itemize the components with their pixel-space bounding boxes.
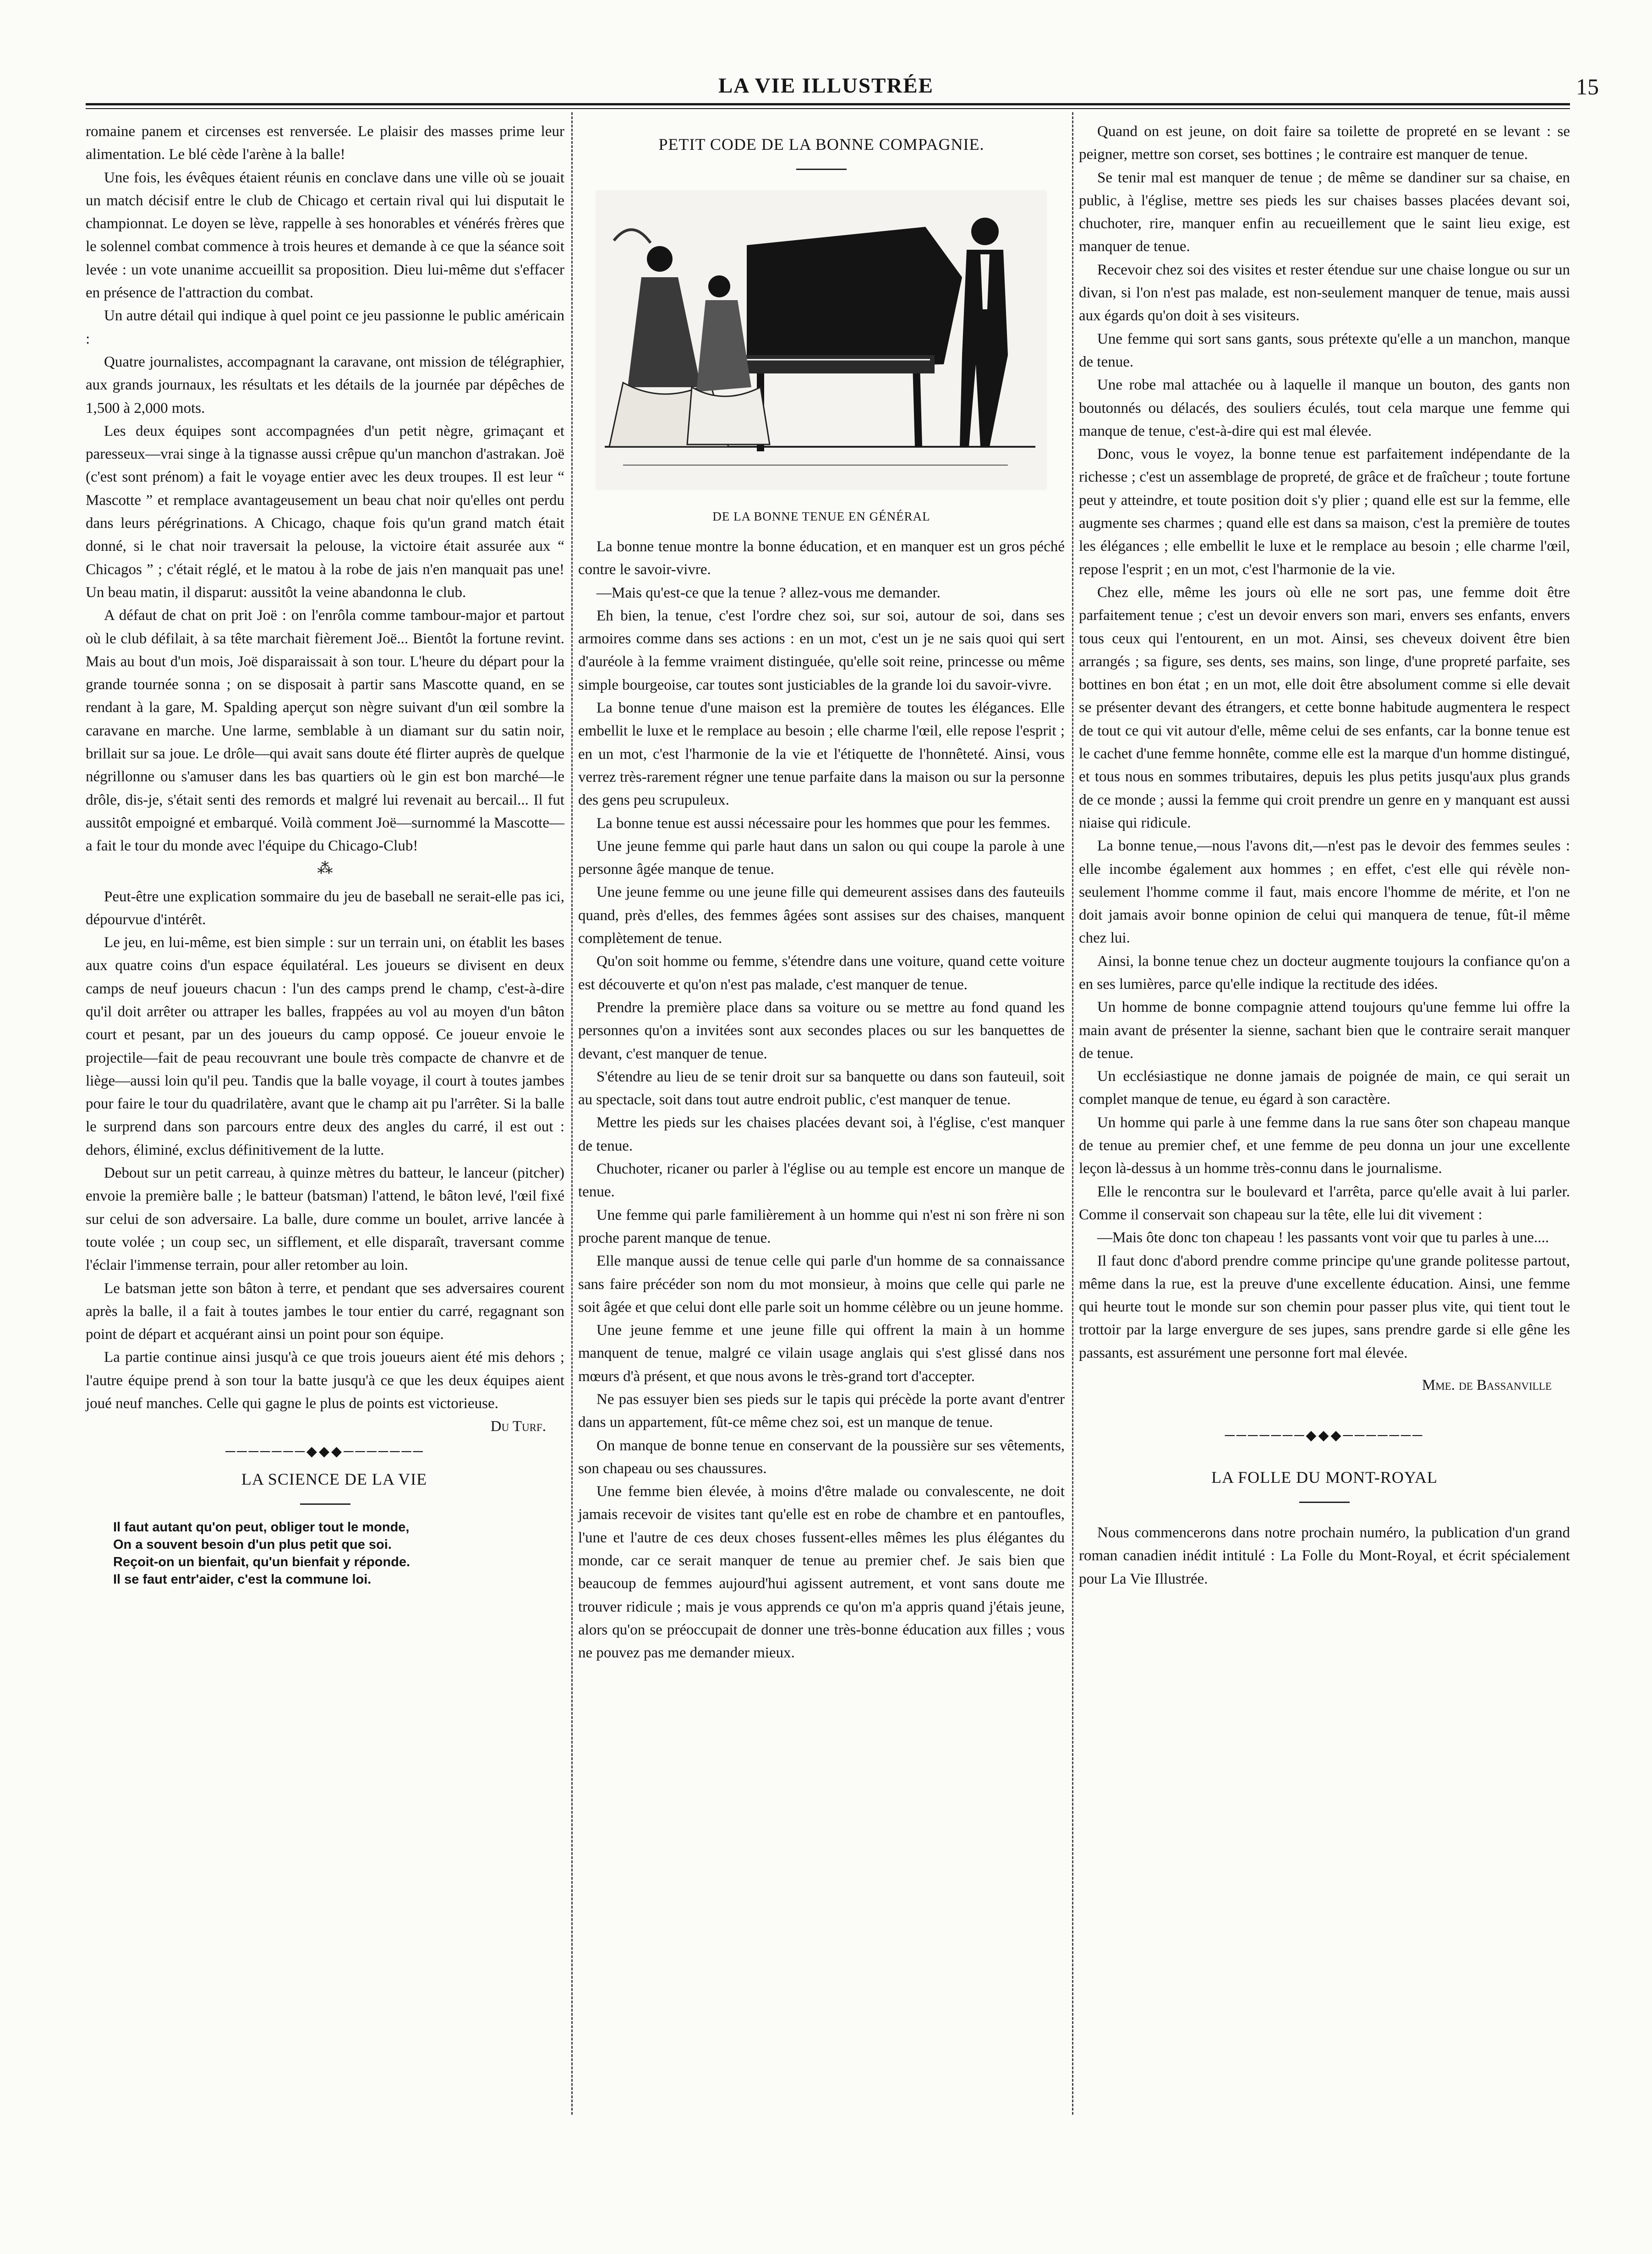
asterism-separator: ⁂ xyxy=(317,860,333,877)
paragraph: Un autre détail qui indique à quel point ce jeu passionne le public américain : xyxy=(86,307,564,347)
poem xyxy=(86,1519,564,1588)
paragraph: romaine panem et circenses est renversée. Le plaisir des masses prime leur alimentation. Le blé cède l'arène à la balle! xyxy=(86,123,564,163)
notice-paragraph: Nous commencerons dans notre prochain numéro, la publication d'un grand roman canadien inédit intitulé : La Folle du Mont-Royal, et écrit spécialement pour La Vie Illustrée. xyxy=(1079,1524,1570,1587)
paragraph: Prendre la première place dans sa voiture ou se mettre au fond quand les personnes qu'on a invitées sont aux secondes places ou sur les banquettes de devant, c'est manquer de tenue. xyxy=(578,999,1065,1062)
paragraph: Une femme bien élevée, à moins d'être malade ou convalescente, ne doit jamais recevoir de visites tant qu'elle est en robe de chambre et en pantoufles, l'une et l'autre de ces deux choses fussent-elles mêmes les plus élégantes du monde, car ce serait manquer de tenue au premier chef. Je sais bien que beaucoup de femmes aujourd'hui agissent autrement, et vont sans doute me trouver ridicule ; mais je vous apprends ce qu'on m'a appris quand j'étais jeune, alors qu'on se préoccupait de donner une très-bonne éducation aux filles ; vous ne pouvez pas me demander mieux. xyxy=(578,1483,1065,1662)
signature: Mme. de Bassanville xyxy=(1422,1377,1552,1394)
poem-line: On a souvent besoin d'un plus petit que soi. xyxy=(113,1537,392,1552)
paragraph: Elle manque aussi de tenue celle qui parle d'un homme de sa connaissance sans faire précéder son nom du mot monsieur, à moins que celle qui parle ne soit âgée et que celui dont elle parle soit un homme célèbre ou un jeune homme. xyxy=(578,1253,1065,1316)
paragraph: La bonne tenue,—nous l'avons dit,—n'est pas le devoir des femmes seules : elle incombe également aux hommes ; en effet, c'est elle qui révèle non-seulement l'homme comme il faut, mais encore l'homme de mérite, et l'on ne doit jamais avoir bonne opinion de celui qui manquera de tenue, fût-il même chez lui. xyxy=(1079,838,1570,947)
masthead-rule-thin xyxy=(86,108,1570,109)
paragraph: Se tenir mal est manquer de tenue ; de même se dandiner sur sa chaise, en public, à l'église, mettre ses pieds les sur chaises basses placées devant soi, chuchoter, rire, manquer enfin au recueillement que le saint lieu exige, est manquer de tenue. xyxy=(1079,169,1570,255)
paragraph: La bonne tenue montre la bonne éducation, et en manquer est un gros péché contre le savoir-vivre. xyxy=(578,538,1065,578)
poem-line: Il faut autant qu'on peut, obliger tout le monde, xyxy=(113,1520,410,1535)
column-3 xyxy=(1079,120,1570,1590)
paragraph: Les deux équipes sont accompagnées d'un petit nègre, grimaçant et paresseux—vrai singe à la tignasse aussi crêpue qu'un manchon d'astrakan. Joë (c'est sont prénom) a fait le voyage entier avec les deux troupes. Il est leur “ Mascotte ” et remplace avantageusement un beau chat noir qu'elles ont perdu dans leurs pérégrinations. A Chicago, chaque fois qu'un grand match était donné, si le chat noir traversait la pelouse, la victoire était assurée aux “ Chicagos ” ; c'était réglé, et le matou à la robe de jais n'en manquait pas une! Un beau matin, il disparut: aussitôt la veine abandonna le club. xyxy=(86,422,564,601)
paragraph: Qu'on soit homme ou femme, s'étendre dans une voiture, quand cette voiture est découverte et qu'on n'est pas malade, c'est manquer de tenue. xyxy=(578,953,1065,993)
column-divider xyxy=(571,112,573,2115)
paragraph: S'étendre au lieu de se tenir droit sur sa banquette ou dans son fauteuil, soit au spectacle, soit dans tout autre endroit public, c'est manquer de tenue. xyxy=(578,1068,1065,1108)
piano-salon-illustration xyxy=(596,190,1047,490)
paragraph: La bonne tenue est aussi nécessaire pour les hommes que pour les femmes. xyxy=(596,815,1050,832)
section-title: LA SCIENCE DE LA VIE xyxy=(241,1470,427,1488)
paragraph: Quatre journalistes, accompagnant la caravane, ont mission de télégraphier, aux grands journaux, les résultats et les détails de la journée par dépêches de 1,500 à 2,000 mots. xyxy=(86,353,564,417)
poem-line: Reçoit-on un bienfait, qu'un bienfait y réponde. xyxy=(113,1555,410,1570)
paragraph: Une femme qui parle familièrement à un homme qui n'est ni son frère ni son proche parent manque de tenue. xyxy=(578,1207,1065,1246)
paragraph: Quand on est jeune, on doit faire sa toilette de propreté en se levant : se peigner, mettre son corset, ses bottines ; le contraire est manquer de tenue. xyxy=(1079,123,1570,163)
paragraph: Une jeune femme qui parle haut dans un salon ou qui coupe la parole à une personne âgée manque de tenue. xyxy=(578,838,1065,878)
paragraph: A défaut de chat on prit Joë : on l'enrôla comme tambour-major et partout où le club défilait, à sa tête marchait fièrement Joë... Bientôt la fortune revint. Mais au bout d'un mois, Joë disparaissait à son tour. L'heure du départ pour la grande tournée sonna ; on se disposait à partir sans Mascotte quand, en se rendant à la gare, M. Spalding aperçut son nègre suivant d'un œil sombre la caravane en marche. Une larme, semblable à un diamant sur du satin noir, brillait sur sa joue. Le drôle—qui avait sans doute été flirter auprès de quelque négrillonne ou s'amuser dans les bas quartiers où le gin est bon marché—le drôle, dis-je, s'était senti des remords et malgré lui revenait au bercail... Il fut aussitôt empoigné et embarqué. Voilà comment Joë—surnommé la Mascotte— a fait le tour du monde avec l'équipe du Chicago-Club! xyxy=(86,607,564,855)
section-title: PETIT CODE DE LA BONNE COMPAGNIE. xyxy=(658,135,985,154)
paragraph: Une jeune femme ou une jeune fille qui demeurent assises dans des fauteuils quand, près d'elles, des femmes âgées sont assises sur des chaises, manquent complètement de tenue. xyxy=(578,884,1065,947)
signature: Du Turf. xyxy=(490,1418,546,1435)
paragraph: —Mais qu'est-ce que la tenue ? allez-vous me demander. xyxy=(596,584,941,601)
paragraph: Mettre les pieds sur les chaises placées devant soi, à l'église, c'est manquer de tenue. xyxy=(578,1114,1065,1154)
paragraph: Une femme qui sort sans gants, sous prétexte qu'elle a un manchon, manque de tenue. xyxy=(1079,330,1570,370)
illustration-caption: DE LA BONNE TENUE EN GÉNÉRAL xyxy=(712,510,930,523)
paragraph: Un homme de bonne compagnie attend toujours qu'une femme lui offre la main avant de présenter la sienne, sachant bien que le contraire serait manquer de tenue. xyxy=(1079,999,1570,1062)
section-title: LA FOLLE DU MONT-ROYAL xyxy=(1211,1468,1438,1486)
paragraph: Il faut donc d'abord prendre comme principe qu'une grande politesse partout, même dans la rue, est la preuve d'une excellente éducation. Ainsi, une femme qui heurte tout le monde sur son chemin pour passer plus vite, qui tient tout le trottoir par la large envergure de ses jupes, sans prendre garde si elle gêne les passants, est assurément une personne fort mal élevée. xyxy=(1079,1252,1570,1361)
paragraph: Le jeu, en lui-même, est bien simple : sur un terrain uni, on établit les bases aux quatre coins d'un espace équilatéral. Les joueurs se divisent en deux camps de neuf joueurs chacun : l'un des camps prend le champ, c'est-à-dire qu'il doit arrêter ou attraper les balles, frappées au vol au moyen d'un bâton court et pesant, par un des joueurs du camp opposé. Ce joueur envoie le projectile—fait de peau recouvrant une boule très compacte de chanvre et de liège—aussi loin qu'il peu. Tandis que la balle voyage, il court à toutes jambes pour faire le tour du quadrilatère, avant que le champ ait pu l'arrêter. Si la balle le surprend dans son parcours entre deux des angles du carré, il est out : dehors, éliminé, exclus définitivement de la lutte. xyxy=(86,934,564,1158)
ornament-divider: ───────◆◆◆─────── xyxy=(1225,1428,1424,1443)
paragraph: Peut-être une explication sommaire du jeu de baseball ne serait-elle pas ici, dépourvue d'intérêt. xyxy=(86,888,564,928)
masthead-title: LA VIE ILLUSTRÉE xyxy=(718,74,934,98)
paragraph: La partie continue ainsi jusqu'à ce que trois joueurs aient été mis dehors ; l'autre équipe prend à son tour la batte jusqu'à ce que les deux équipes aient joué neuf manches. Celle qui gagne le plus de points est victorieuse. xyxy=(86,1349,564,1412)
column-divider xyxy=(1072,112,1073,2115)
paragraph: La bonne tenue d'une maison est la première de toutes les élégances. Elle embellit le luxe et le remplace au besoin ; elle charme l'œil, elle repose l'esprit ; en un mot, c'est l'harmonie de la vie et l'étiquette de l'honnêteté. Ainsi, vous verrez très-rarement régner une tenue parfaite dans la maison ou sur la personne des gens peu scrupuleux. xyxy=(578,700,1065,809)
title-rule xyxy=(300,1503,350,1505)
paragraph: Eh bien, la tenue, c'est l'ordre chez soi, sur soi, autour de soi, dans ses armoires comme dans ses actions : en un mot, c'est un je ne sais quoi qui sert d'auréole à la femme vraiment distinguée, qu'elle soit reine, princesse ou même simple bourgeoise, car toutes sont justiciables de la grande loi du savoir-vivre. xyxy=(578,607,1065,693)
paragraph: Une fois, les évêques étaient réunis en conclave dans une ville où se jouait un match décisif entre le club de Chicago et certain rival qui lui disputait le championnat. Le doyen se lève, rappelle à ses honorables et vénérés frères que le solennel combat commence à trois heures et demande à ce que la séance soit levée : un vote unanime accueillit sa proposition. Dieu lui-même dut s'effacer en présence de l'attraction du combat. xyxy=(86,169,564,302)
title-rule xyxy=(796,169,847,170)
title-rule xyxy=(1299,1502,1350,1503)
paragraph: Un ecclésiastique ne donne jamais de poignée de main, ce qui serait un complet manque de tenue, eu égard à son caractère. xyxy=(1079,1068,1570,1108)
paragraph: Une robe mal attachée ou à laquelle il manque un bouton, des gants non boutonnés ou délacés, des souliers éculés, tout cela marque une femme qui manque de tenue, c'est-à-dire qui est mal élevée. xyxy=(1079,377,1570,439)
paragraph: On manque de bonne tenue en conservant de la poussière sur ses vêtements, son chapeau ou ses chaussures. xyxy=(578,1437,1065,1477)
poem-line: Il se faut entr'aider, c'est la commune loi. xyxy=(113,1572,372,1587)
ornament-divider: ───────◆◆◆─────── xyxy=(225,1443,425,1459)
paragraph: Donc, vous le voyez, la bonne tenue est parfaitement indépendante de la richesse ; c'est un assemblage de propreté, de grâce et de fraîcheur ; toute fortune peut y atteindre, et toute position doit s'y plier ; quand elle est sur la femme, elle augmente ses charmes ; quand elle est dans sa maison, c'est la première de toutes les élégances ; elle embellit le luxe et le remplace au besoin ; elle charme l'œil, repose l'esprit ; en un mot, c'est l'harmonie de la vie. xyxy=(1079,446,1570,578)
paragraph: Une jeune femme et une jeune fille qui offrent la main à un homme manquent de tenue, malgré ce vilain usage anglais qui s'est glissé dans nos mœurs d'à présent, et que nous avons le très-grand tort d'accepter. xyxy=(578,1322,1065,1385)
paragraph: Le batsman jette son bâton à terre, et pendant que ses adversaires courent après la balle, il a fait à toutes jambes le tour entier du carré, regagnant son point de départ et acquérant ainsi un point pour son équipe. xyxy=(86,1280,564,1343)
paragraph: Recevoir chez soi des visites et rester étendue sur une chaise longue ou sur un divan, si l'on n'est pas malade, est non-seulement manquer de tenue, mais aussi aux égards qu'on doit à ses visiteurs. xyxy=(1079,261,1570,324)
paragraph: Chuchoter, ricaner ou parler à l'église ou au temple est encore un manque de tenue. xyxy=(578,1161,1065,1201)
paragraph: Ainsi, la bonne tenue chez un docteur augmente toujours la confiance qu'on a en ses lumières, parce qu'elle indique la rectitude des idées. xyxy=(1079,953,1570,993)
paragraph: Un homme qui parle à une femme dans la rue sans ôter son chapeau manque de tenue au premier chef, et une femme de peu donna un jour une excellente leçon là-dessus à un homme très-connu dans le journalisme. xyxy=(1079,1114,1570,1177)
paragraph: Ne pas essuyer bien ses pieds sur le tapis qui précède la porte avant d'entrer dans un appartement, fût-ce même chez soi, est un manque de tenue. xyxy=(578,1391,1065,1431)
page-number: 15 xyxy=(1576,74,1599,99)
column-1 xyxy=(86,120,564,1588)
masthead-rule xyxy=(86,103,1570,105)
paragraph: Debout sur un petit carreau, à quinze mètres du batteur, le lanceur (pitcher) envoie la première balle ; le batteur (batsman) l'attend, le bâton levé, l'œil fixé sur celui de son adversaire. La balle, dure comme un boulet, arrive lancée à toute volée ; un coup sec, un sifflement, et elle disparaît, traversant comme l'éclair l'immense terrain, pour aller retomber au loin. xyxy=(86,1165,564,1274)
paragraph: Chez elle, même les jours où elle ne sort pas, une femme doit être parfaitement tenue ; c'est un devoir envers son mari, envers ses enfants, envers tous ceux qui l'entourent, en un mot. Ainsi, ses cheveux doivent être bien arrangés ; sa figure, ses dents, ses mains, son linge, d'une propreté parfaite, ses bottines en bon état ; en un mot, elle doit être absolument comme si elle devait se présenter devant des étrangers, et cette bonne habitude augmentera le respect de tout ce qui vit autour d'elle, même celui de ses enfants, car la bonne tenue est le cachet d'une femme honnête, comme elle est la marque d'un homme distingué, et tous nous en sommes tributaires, depuis les plus petits jusqu'aux plus grands de ce monde ; aussi la femme qui croit prendre un genre en y manquant est aussi niaise qui ridicule. xyxy=(1079,584,1570,831)
column-2-header xyxy=(578,133,1065,170)
paragraph: Elle le rencontra sur le boulevard et l'arrêta, parce qu'elle avait à lui parler. Comme il conservait son chapeau sur la tête, elle lui dit vivement : xyxy=(1079,1183,1570,1223)
column-2 xyxy=(578,535,1065,1665)
paragraph: —Mais ôte donc ton chapeau ! les passants vont voir que tu parles à une.... xyxy=(1097,1229,1549,1246)
